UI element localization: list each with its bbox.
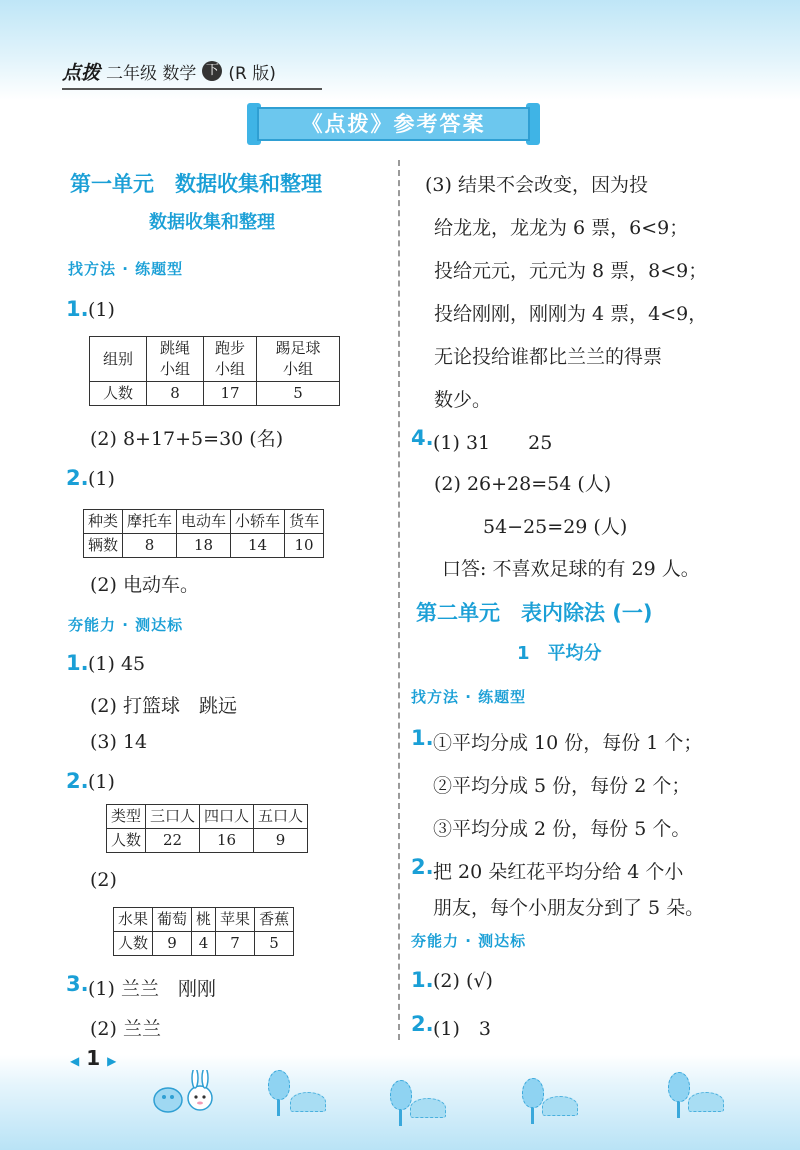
bush-icon bbox=[290, 1092, 326, 1112]
unit-title: 第一单元 数据收集和整理 bbox=[70, 172, 322, 196]
answer-text: (2) 电动车。 bbox=[90, 574, 199, 596]
answer-text: (2) 26+28=54 (人) bbox=[434, 473, 612, 495]
column-divider bbox=[398, 160, 400, 1040]
table-header-cell: 桃 bbox=[192, 908, 216, 932]
table-cell: 5 bbox=[257, 382, 340, 406]
answer-text: (2) bbox=[90, 869, 117, 891]
answer-text: 54−25=29 (人) bbox=[483, 516, 628, 538]
edition-label: (R 版) bbox=[228, 63, 276, 84]
question-number: 2. bbox=[66, 466, 89, 490]
table-header-cell: 水果 bbox=[114, 908, 153, 932]
answer-text: 投给元元，元元为 8 票，8<9； bbox=[434, 260, 708, 282]
tree-icon bbox=[268, 1070, 290, 1116]
answer-text: ①平均分成 10 份，每份 1 个； bbox=[433, 732, 703, 754]
table-header-cell: 货车 bbox=[285, 510, 324, 534]
table-cell: 18 bbox=[177, 534, 231, 558]
table-cell: 14 bbox=[231, 534, 285, 558]
answer-text: (3) 14 bbox=[90, 731, 148, 753]
page-header bbox=[62, 56, 276, 86]
question-number: 2. bbox=[66, 769, 89, 793]
answer-text: (1) 31 25 bbox=[433, 432, 553, 454]
answer-text: (2) 8+17+5=30 (名) bbox=[90, 428, 284, 450]
table-header-cell: 踢足球 小组 bbox=[257, 337, 340, 382]
question-number: 2. bbox=[411, 1012, 434, 1036]
section-heading: 找方法 · 练题型 bbox=[411, 688, 527, 706]
table-cell: 10 bbox=[285, 534, 324, 558]
table-header-cell: 类型 bbox=[107, 805, 146, 829]
answer-text: (1) 45 bbox=[88, 653, 146, 675]
question-number: 1. bbox=[411, 968, 434, 992]
fruit-preference-table bbox=[113, 907, 294, 956]
question-number: 1. bbox=[66, 297, 89, 321]
question-number: 4. bbox=[411, 426, 434, 450]
unit-subtitle: 数据收集和整理 bbox=[149, 212, 275, 233]
triangle-right-icon: ▶ bbox=[107, 1054, 117, 1068]
answer-text: 数少。 bbox=[434, 389, 492, 411]
answer-text: ②平均分成 5 份，每份 2 个； bbox=[433, 775, 691, 797]
vehicle-count-table bbox=[83, 509, 324, 558]
table-header-cell: 香蕉 bbox=[255, 908, 294, 932]
table-header-cell: 五口人 bbox=[254, 805, 308, 829]
answer-banner bbox=[247, 103, 540, 145]
answer-text: (1) bbox=[88, 299, 115, 321]
tree-icon bbox=[668, 1072, 690, 1118]
table-header-cell: 葡萄 bbox=[153, 908, 192, 932]
book-title: 二年级 数学 bbox=[106, 63, 197, 84]
table-row-label: 人数 bbox=[107, 829, 146, 853]
answer-text: (2) 兰兰 bbox=[90, 1018, 161, 1040]
table-cell: 4 bbox=[192, 932, 216, 956]
page-number-value: 1 bbox=[86, 1046, 101, 1070]
question-number: 1. bbox=[411, 726, 434, 750]
table-cell: 5 bbox=[255, 932, 294, 956]
answer-text: (2) (√) bbox=[433, 970, 493, 992]
bush-icon bbox=[688, 1092, 724, 1112]
question-number: 3. bbox=[66, 972, 89, 996]
answer-text: 无论投给谁都比兰兰的得票 bbox=[434, 346, 663, 368]
answer-text: (2) 打篮球 跳远 bbox=[90, 695, 237, 717]
table-header-cell: 三口人 bbox=[146, 805, 200, 829]
banner-title: 《点拨》参考答案 bbox=[257, 107, 530, 141]
unit-subtitle: 1 平均分 bbox=[517, 643, 602, 664]
bush-icon bbox=[410, 1098, 446, 1118]
answer-text: (1) 兰兰 刚刚 bbox=[88, 978, 216, 1000]
answer-text: (1) bbox=[88, 771, 115, 793]
table-header-cell: 苹果 bbox=[216, 908, 255, 932]
answer-text: 把 20 朵红花平均分给 4 个小 bbox=[433, 861, 684, 883]
answer-text: 口答: 不喜欢足球的有 29 人。 bbox=[442, 558, 700, 580]
triangle-left-icon: ◀ bbox=[70, 1054, 80, 1068]
tree-icon bbox=[390, 1080, 412, 1126]
bunny-illustration-icon bbox=[150, 1070, 220, 1116]
question-number: 2. bbox=[411, 855, 434, 879]
table-row-label: 人数 bbox=[114, 932, 153, 956]
section-heading: 夯能力 · 测达标 bbox=[68, 616, 184, 634]
table-header-cell: 跑步 小组 bbox=[204, 337, 257, 382]
bush-icon bbox=[542, 1096, 578, 1116]
page-number bbox=[70, 1046, 116, 1070]
table-cell: 9 bbox=[153, 932, 192, 956]
table-row-label: 人数 bbox=[90, 382, 147, 406]
answer-text: 投给刚刚，刚刚为 4 票，4<9， bbox=[434, 303, 708, 325]
table-row-label: 辆数 bbox=[84, 534, 123, 558]
table-header-cell: 种类 bbox=[84, 510, 123, 534]
table-cell: 7 bbox=[216, 932, 255, 956]
question-number: 1. bbox=[66, 651, 89, 675]
table-cell: 9 bbox=[254, 829, 308, 853]
table-cell: 17 bbox=[204, 382, 257, 406]
table-cell: 16 bbox=[200, 829, 254, 853]
answer-text: ③平均分成 2 份，每份 5 个。 bbox=[433, 818, 691, 840]
section-heading: 夯能力 · 测达标 bbox=[411, 932, 527, 950]
answer-text: 朋友，每个小朋友分到了 5 朵。 bbox=[433, 897, 705, 919]
header-underline bbox=[62, 88, 322, 90]
table-header-cell: 电动车 bbox=[177, 510, 231, 534]
answer-text: 给龙龙，龙龙为 6 票，6<9； bbox=[434, 217, 689, 239]
table-header-cell: 组别 bbox=[90, 337, 147, 382]
table-cell: 22 bbox=[146, 829, 200, 853]
answer-text: (1) 3 bbox=[433, 1018, 492, 1040]
brand-logo: 点拨 bbox=[62, 61, 101, 84]
table-header-cell: 跳绳 小组 bbox=[147, 337, 204, 382]
answer-text: (1) bbox=[88, 468, 115, 490]
table-cell: 8 bbox=[123, 534, 177, 558]
tree-icon bbox=[522, 1078, 544, 1124]
family-size-table bbox=[106, 804, 308, 853]
group-count-table bbox=[89, 336, 340, 406]
volume-badge: 下 bbox=[202, 61, 222, 81]
answer-text: (3) 结果不会改变，因为投 bbox=[425, 174, 648, 196]
unit-title: 第二单元 表内除法 (一) bbox=[416, 601, 653, 625]
table-header-cell: 摩托车 bbox=[123, 510, 177, 534]
table-header-cell: 四口人 bbox=[200, 805, 254, 829]
table-header-cell: 小轿车 bbox=[231, 510, 285, 534]
section-heading: 找方法 · 练题型 bbox=[68, 260, 184, 278]
table-cell: 8 bbox=[147, 382, 204, 406]
